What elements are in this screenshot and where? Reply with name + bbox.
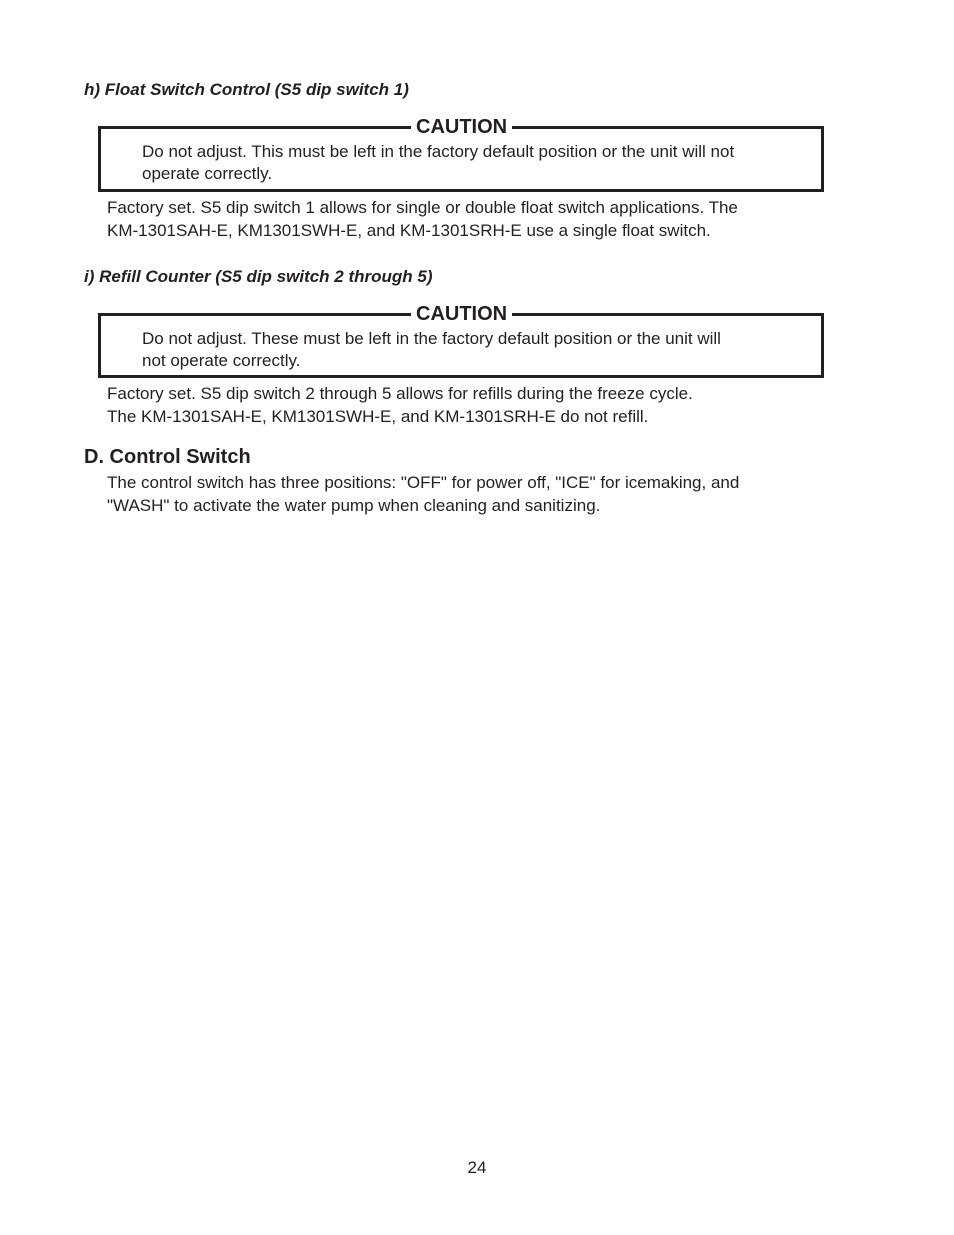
caution-label: CAUTION [411,115,512,139]
description-line: "WASH" to activate the water pump when cleaning and sanitizing. [107,496,601,515]
page-number: 24 [467,1158,487,1177]
float-switch-heading: h) Float Switch Control (S5 dip switch 1) [84,80,409,99]
control-switch-title: D. Control Switch [84,446,251,468]
description-line: Factory set. S5 dip switch 1 allows for single or double float switch applications. The [107,198,738,217]
description-line: KM-1301SAH-E, KM1301SWH-E, and KM-1301SRH-E use a single float switch. [107,221,711,240]
description-line: The KM-1301SAH-E, KM1301SWH-E, and KM-1301SRH-E do not refill. [107,407,649,426]
description-line: Factory set. S5 dip switch 2 through 5 allows for refills during the freeze cycle. [107,384,693,403]
control-switch-description [107,471,807,517]
refill-counter-caution-box [98,303,824,378]
caution-label: CAUTION [411,302,512,326]
refill-counter-description [107,382,807,428]
description-line: The control switch has three positions: "OFF" for power off, "ICE" for icemaking, and [107,473,740,492]
caution-line: Do not adjust. This must be left in the factory default position or the unit will not [142,142,735,161]
float-switch-description [107,196,807,242]
caution-line: not operate correctly. [142,351,301,370]
float-switch-caution-box [98,116,824,192]
refill-counter-heading: i) Refill Counter (S5 dip switch 2 through 5) [84,267,433,286]
caution-line: operate correctly. [142,164,273,183]
caution-line: Do not adjust. These must be left in the factory default position or the unit will [142,329,721,348]
